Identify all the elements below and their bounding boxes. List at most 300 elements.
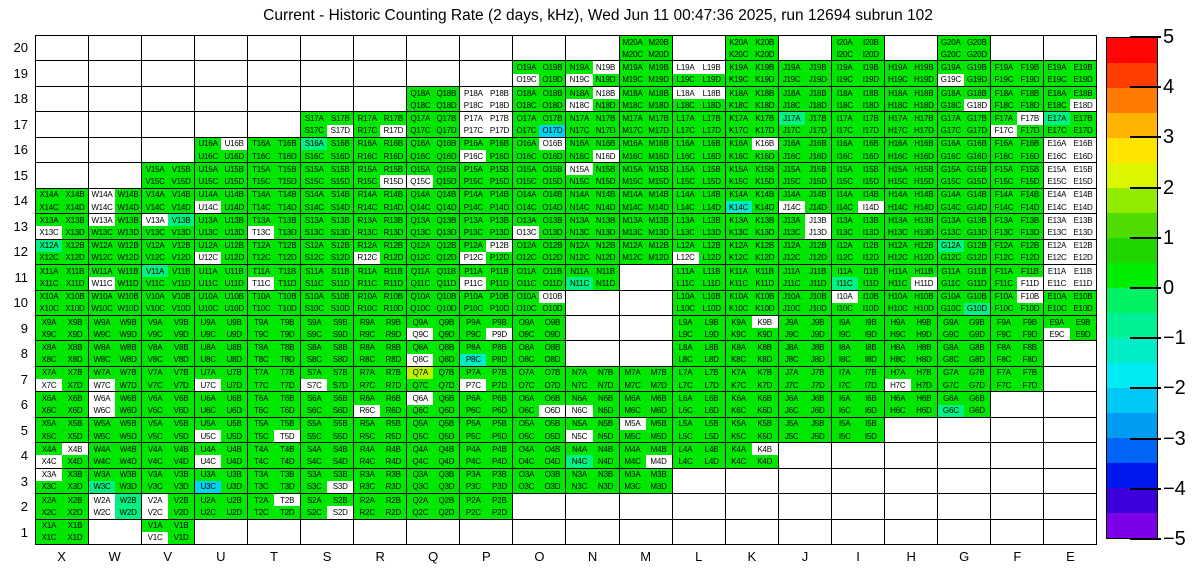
cell-quadrant: V15B [168,163,194,175]
cell-quadrant: M14C [620,201,646,213]
cell-quadrant: R16D [380,150,406,162]
grid-cell [513,494,566,519]
cell-quadrant: Q16D [433,150,459,162]
cell-quadrant: N19D [593,74,619,86]
cell-quadrant: V9B [168,316,194,328]
cell-quadrant: O6A [513,392,539,404]
cell-quadrant: P3C [460,481,486,493]
x-axis-label: M [640,549,652,564]
cell-quadrant: S4A [301,443,327,455]
cell-quadrant: Q5D [433,430,459,442]
cell-quadrant: Q4B [433,443,459,455]
cell-quadrant: V3C [142,481,168,493]
grid-cell [301,291,354,316]
cell-quadrant: U13C [195,226,221,238]
cell-quadrant: F13D [1017,226,1043,238]
cell-quadrant: J14C [779,201,805,213]
grid-cell [460,469,513,494]
cell-quadrant: E13A [1044,214,1070,226]
x-axis-label: I [856,549,860,564]
cell-quadrant: M5C [620,430,646,442]
cell-quadrant: H13C [885,226,911,238]
cell-quadrant: V4B [168,443,194,455]
cell-quadrant: S11C [301,277,327,289]
grid-cell [938,240,991,265]
cell-quadrant: E16B [1070,138,1096,150]
grid-cell [407,36,460,61]
grid-cell [991,316,1044,341]
cell-quadrant: P11A [460,265,486,277]
cell-quadrant: T5B [274,418,300,430]
cell-quadrant: X3A [36,469,62,481]
grid-cell [248,240,301,265]
cell-quadrant: Q17B [433,112,459,124]
cell-quadrant: P10D [486,303,512,315]
cell-quadrant: H8A [885,341,911,353]
grid-cell [195,291,248,316]
cell-quadrant: J12A [779,240,805,252]
colorbar-segment [1107,413,1157,438]
grid-cell [991,61,1044,86]
cell-quadrant: W12B [115,240,141,252]
grid-cell [513,112,566,137]
cell-quadrant: S10A [301,291,327,303]
cell-quadrant: L7C [673,379,699,391]
grid-cell [195,61,248,86]
grid-cell [938,418,991,443]
grid-cell [566,240,619,265]
cell-quadrant: Q8D [433,354,459,366]
cell-quadrant: H19B [911,61,937,73]
grid-cell [36,189,89,214]
cell-quadrant: U6A [195,392,221,404]
grid-cell [248,36,301,61]
cell-quadrant: T13B [274,214,300,226]
cell-quadrant: O17C [513,125,539,137]
cell-quadrant: S7C [301,379,327,391]
cell-quadrant: E12A [1044,240,1070,252]
cell-quadrant: N7D [593,379,619,391]
grid-cell [89,341,142,366]
cell-quadrant: G13D [964,226,990,238]
cell-quadrant: F11A [991,265,1017,277]
cell-quadrant: S4C [301,455,327,467]
cell-quadrant: I7C [832,379,858,391]
cell-quadrant: Q7C [407,379,433,391]
grid-cell [991,341,1044,366]
cell-quadrant: R8A [354,341,380,353]
cell-quadrant: G12B [964,240,990,252]
cell-quadrant: N15C [566,175,592,187]
cell-quadrant: U15C [195,175,221,187]
cell-quadrant: J7A [779,367,805,379]
grid-cell [407,367,460,392]
cell-quadrant: E16D [1070,150,1096,162]
grid-cell [460,520,513,545]
cell-quadrant: U16B [221,138,247,150]
cell-quadrant: K14D [752,201,778,213]
cell-quadrant: F17B [1017,112,1043,124]
grid-cell [991,265,1044,290]
cell-quadrant: N19C [566,74,592,86]
cell-quadrant: W12C [89,252,115,264]
cell-quadrant: E11C [1044,277,1070,289]
cell-quadrant: F8A [991,341,1017,353]
cell-quadrant: N16A [566,138,592,150]
cell-quadrant: J6C [779,405,805,417]
grid-cell [89,214,142,239]
cell-quadrant: H13A [885,214,911,226]
cell-quadrant: R13C [354,226,380,238]
cell-quadrant: H8B [911,341,937,353]
cell-quadrant: X4B [62,443,88,455]
cell-quadrant: X7D [62,379,88,391]
grid-cell [89,443,142,468]
cell-quadrant: U8D [221,354,247,366]
cell-quadrant: J8A [779,341,805,353]
cell-quadrant: R5C [354,430,380,442]
cell-quadrant: G14C [938,201,964,213]
cell-quadrant: S13C [301,226,327,238]
cell-quadrant: Q10B [433,291,459,303]
cell-quadrant: P16B [486,138,512,150]
cell-quadrant: P2A [460,494,486,506]
cell-quadrant: J15A [779,163,805,175]
cell-quadrant: Q18B [433,87,459,99]
cell-quadrant: T9C [248,328,274,340]
grid-cell [620,87,673,112]
grid-cell [566,316,619,341]
cell-quadrant: M6D [646,405,672,417]
y-axis [0,35,30,545]
cell-quadrant: F8C [991,354,1017,366]
cell-quadrant: M4D [646,455,672,467]
cell-quadrant: H14C [885,201,911,213]
cell-quadrant: E9C [1044,328,1070,340]
cell-quadrant: O16C [513,150,539,162]
grid-cell [991,367,1044,392]
grid-cell [89,316,142,341]
cell-quadrant: P10C [460,303,486,315]
cell-quadrant: E18C [1044,99,1070,111]
cell-quadrant: S9A [301,316,327,328]
grid-cell [779,189,832,214]
grid-cell [513,469,566,494]
cell-quadrant: V5B [168,418,194,430]
grid-cell [620,240,673,265]
cell-quadrant: G19B [964,61,990,73]
grid-cell [938,189,991,214]
cell-quadrant: X3B [62,469,88,481]
cell-quadrant: S15D [327,175,353,187]
cell-quadrant: K7B [752,367,778,379]
cell-quadrant: J9C [779,328,805,340]
cell-quadrant: N17D [593,125,619,137]
cell-quadrant: N16D [593,150,619,162]
cell-quadrant: R14A [354,189,380,201]
cell-quadrant: O7A [513,367,539,379]
grid-cell [1044,163,1097,188]
cell-quadrant: P5A [460,418,486,430]
cell-quadrant: I6A [832,392,858,404]
grid-cell [832,163,885,188]
cell-quadrant: E16A [1044,138,1070,150]
grid-cell [460,61,513,86]
grid-cell [248,291,301,316]
y-axis-label: 18 [13,91,28,106]
cell-quadrant: J8C [779,354,805,366]
cell-quadrant: Q14D [433,201,459,213]
cell-quadrant: S3B [327,469,353,481]
cell-quadrant: T15B [274,163,300,175]
cell-quadrant: O8D [539,354,565,366]
cell-quadrant: O7B [539,367,565,379]
cell-quadrant: F10C [991,303,1017,315]
cell-quadrant: K18B [752,87,778,99]
grid-cell [832,367,885,392]
cell-quadrant: L15D [699,175,725,187]
cell-quadrant: U8B [221,341,247,353]
cell-quadrant: S5B [327,418,353,430]
cell-quadrant: J6A [779,392,805,404]
grid-cell [779,214,832,239]
cell-quadrant: T9A [248,316,274,328]
cell-quadrant: I12D [858,252,884,264]
cell-quadrant: X8B [62,341,88,353]
cell-quadrant: R3D [380,481,406,493]
cell-quadrant: V4C [142,455,168,467]
cell-quadrant: N13C [566,226,592,238]
grid-cell [36,469,89,494]
cell-quadrant: I19D [858,74,884,86]
cell-quadrant: H19D [911,74,937,86]
cell-quadrant: M13D [646,226,672,238]
cell-quadrant: V14D [168,201,194,213]
grid-cell [832,469,885,494]
cell-quadrant: U15D [221,175,247,187]
cell-quadrant: X9B [62,316,88,328]
cell-quadrant: S6C [301,405,327,417]
cell-quadrant: I9D [858,328,884,340]
grid-cell [726,520,779,545]
cell-quadrant: V12C [142,252,168,264]
cell-quadrant: S17D [327,125,353,137]
colorbar-tick-label: 0 [1163,277,1175,299]
cell-quadrant: N6C [566,405,592,417]
cell-quadrant: O11C [513,277,539,289]
grid-cell [991,163,1044,188]
cell-quadrant: Q17C [407,125,433,137]
cell-quadrant: Q7B [433,367,459,379]
cell-quadrant: K20A [726,36,752,48]
cell-quadrant: V5C [142,430,168,442]
y-axis-label: 17 [13,116,28,132]
grid-cell [885,316,938,341]
cell-quadrant: P14C [460,201,486,213]
cell-quadrant: O9D [539,328,565,340]
cell-quadrant: S14D [327,201,353,213]
cell-quadrant: K12A [726,240,752,252]
cell-quadrant: M12A [620,240,646,252]
cell-quadrant: S2A [301,494,327,506]
cell-quadrant: Q10A [407,291,433,303]
grid-cell [407,189,460,214]
cell-quadrant: L4A [673,443,699,455]
x-axis-label: O [534,549,545,564]
cell-quadrant: V8D [168,354,194,366]
cell-quadrant: G14B [964,189,990,201]
grid-cell [566,341,619,366]
grid-cell [885,418,938,443]
cell-quadrant: J18D [805,99,831,111]
grid-cell [832,291,885,316]
cell-quadrant: H11B [911,265,937,277]
cell-quadrant: O8A [513,341,539,353]
cell-quadrant: S10D [327,303,353,315]
colorbar-tick [1130,187,1161,189]
cell-quadrant: R3C [354,481,380,493]
cell-quadrant: M16A [620,138,646,150]
cell-quadrant: T4A [248,443,274,455]
cell-quadrant: I14C [832,201,858,213]
grid-cell [248,265,301,290]
grid-cell [620,367,673,392]
grid-cell [726,443,779,468]
grid-cell [460,87,513,112]
grid-cell [407,214,460,239]
cell-quadrant: U16C [195,150,221,162]
cell-quadrant: L14D [699,201,725,213]
cell-quadrant: E17B [1070,112,1096,124]
grid-cell [142,214,195,239]
cell-quadrant: L6D [699,405,725,417]
cell-quadrant: P15D [486,175,512,187]
cell-quadrant: N17B [593,112,619,124]
grid-cell [726,36,779,61]
colorbar-tick-label: −2 [1163,377,1186,400]
cell-quadrant: L11D [699,277,725,289]
cell-quadrant: I7A [832,367,858,379]
cell-quadrant: Q11C [407,277,433,289]
cell-quadrant: W9A [89,316,115,328]
cell-quadrant: G9A [938,316,964,328]
cell-quadrant: F11B [1017,265,1043,277]
grid-cell [885,214,938,239]
cell-quadrant: O14A [513,189,539,201]
cell-quadrant: M19D [646,74,672,86]
cell-quadrant: W9B [115,316,141,328]
cell-quadrant: R9B [380,316,406,328]
cell-quadrant: H12D [911,252,937,264]
cell-quadrant: S8D [327,354,353,366]
cell-quadrant: T12D [274,252,300,264]
cell-quadrant: O3D [539,481,565,493]
cell-quadrant: W10A [89,291,115,303]
cell-quadrant: I12A [832,240,858,252]
cell-quadrant: X1B [62,520,88,532]
grid-cell [407,443,460,468]
grid-cell [248,189,301,214]
cell-quadrant: X12D [62,252,88,264]
cell-quadrant: T14A [248,189,274,201]
cell-quadrant: M18D [646,99,672,111]
cell-quadrant: V11B [168,265,194,277]
cell-quadrant: L12D [699,252,725,264]
cell-quadrant: V7A [142,367,168,379]
x-axis-label: G [959,549,970,564]
cell-quadrant: Q12B [433,240,459,252]
grid-cell [248,520,301,545]
grid-cell [89,392,142,417]
cell-quadrant: E10B [1070,291,1096,303]
cell-quadrant: O12D [539,252,565,264]
cell-quadrant: J9B [805,316,831,328]
cell-quadrant: U16A [195,138,221,150]
cell-quadrant: I15B [858,163,884,175]
grid-cell [1044,469,1097,494]
cell-quadrant: E12B [1070,240,1096,252]
cell-quadrant: F18A [991,87,1017,99]
cell-quadrant: G13A [938,214,964,226]
grid-cell [36,392,89,417]
grid-cell [673,163,726,188]
cell-quadrant: K10D [752,303,778,315]
grid-cell [566,87,619,112]
cell-quadrant: R4B [380,443,406,455]
cell-quadrant: G7B [964,367,990,379]
grid-cell [36,443,89,468]
cell-quadrant: J9A [779,316,805,328]
cell-quadrant: H9B [911,316,937,328]
cell-quadrant: U3C [195,481,221,493]
cell-quadrant: W14C [89,201,115,213]
cell-quadrant: T2D [274,506,300,518]
grid-cell [885,189,938,214]
cell-quadrant: O18A [513,87,539,99]
cell-quadrant: R9A [354,316,380,328]
cell-quadrant: L7D [699,379,725,391]
cell-quadrant: O16B [539,138,565,150]
cell-quadrant: S13B [327,214,353,226]
grid-cell [36,61,89,86]
grid-cell [354,291,407,316]
cell-quadrant: F18D [1017,99,1043,111]
cell-quadrant: K5A [726,418,752,430]
cell-quadrant: G19A [938,61,964,73]
cell-quadrant: R16C [354,150,380,162]
grid-cell [301,112,354,137]
grid-cell [301,189,354,214]
grid-cell [460,189,513,214]
cell-quadrant: T10A [248,291,274,303]
cell-quadrant: F13A [991,214,1017,226]
colorbar-segment [1107,113,1157,138]
grid-cell [89,87,142,112]
cell-quadrant: E14B [1070,189,1096,201]
grid-cell [142,112,195,137]
cell-quadrant: N16B [593,138,619,150]
cell-quadrant: L12C [673,252,699,264]
cell-quadrant: J7C [779,379,805,391]
grid-cell [354,163,407,188]
grid-cell [195,112,248,137]
cell-quadrant: F15B [1017,163,1043,175]
colorbar-segment [1107,488,1157,513]
cell-quadrant: Q9D [433,328,459,340]
grid-cell [195,36,248,61]
cell-quadrant: H16C [885,150,911,162]
colorbar-tick [1130,488,1161,490]
